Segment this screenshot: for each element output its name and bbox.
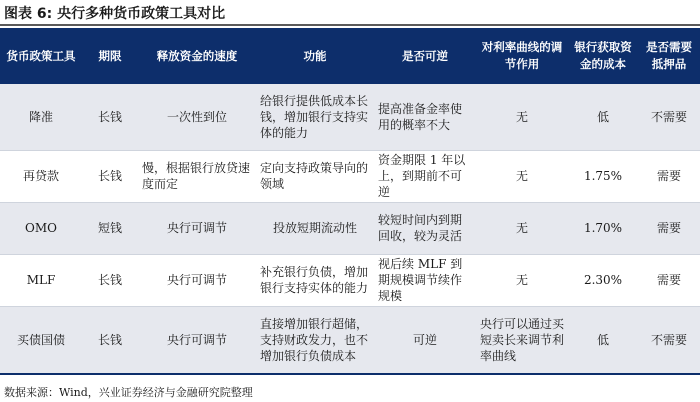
table-row: [0, 306, 700, 374]
header-collateral: 是否需要抵押品: [638, 28, 700, 84]
table-row: [0, 150, 700, 202]
table-row: [0, 202, 700, 254]
cell-funding-cost: 低: [568, 306, 638, 374]
cell-curve-effect: 央行可以通过买短卖长来调节利率曲线: [476, 306, 568, 374]
cell-tool: OMO: [0, 202, 82, 254]
cell-collateral: 不需要: [638, 84, 700, 150]
cell-release-speed: 一次性到位: [138, 84, 256, 150]
cell-release-speed: 央行可调节: [138, 254, 256, 306]
cell-curve-effect: 无: [476, 254, 568, 306]
cell-reversible: 资金期限 1 年以上，到期前不可逆: [374, 150, 476, 202]
cell-collateral: 需要: [638, 254, 700, 306]
source-note: 数据来源：Wind，兴业证券经济与金融研究院整理: [4, 386, 253, 399]
header-curve-effect: 对利率曲线的调节作用: [476, 28, 568, 84]
table-row: [0, 84, 700, 150]
policy-tools-table: [0, 28, 700, 375]
cell-reversible: 视后续 MLF 到期规模调节续作规模: [374, 254, 476, 306]
cell-tool: MLF: [0, 254, 82, 306]
header-release-speed: 释放资金的速度: [138, 28, 256, 84]
cell-curve-effect: 无: [476, 150, 568, 202]
cell-term: 短钱: [82, 202, 138, 254]
cell-tool: 再贷款: [0, 150, 82, 202]
cell-collateral: 需要: [638, 202, 700, 254]
cell-release-speed: 慢，根据银行放贷速度而定: [138, 150, 256, 202]
cell-collateral: 需要: [638, 150, 700, 202]
cell-curve-effect: 无: [476, 84, 568, 150]
cell-function: 直接增加银行超储，支持财政发力，也不增加银行负债成本: [256, 306, 374, 374]
cell-funding-cost: 1.70%: [568, 202, 638, 254]
header-funding-cost: 银行获取资金的成本: [568, 28, 638, 84]
cell-term: 长钱: [82, 306, 138, 374]
cell-function: 补充银行负债，增加银行支持实体的能力: [256, 254, 374, 306]
cell-function: 给银行提供低成本长钱，增加银行支持实体的能力: [256, 84, 374, 150]
cell-reversible: 较短时间内到期回收，较为灵活: [374, 202, 476, 254]
header-term: 期限: [82, 28, 138, 84]
cell-tool: 买债国债: [0, 306, 82, 374]
cell-collateral: 不需要: [638, 306, 700, 374]
header-tool: 货币政策工具: [0, 28, 82, 84]
cell-reversible: 可逆: [374, 306, 476, 374]
cell-release-speed: 央行可调节: [138, 306, 256, 374]
cell-term: 长钱: [82, 150, 138, 202]
cell-funding-cost: 2.30%: [568, 254, 638, 306]
header-reversible: 是否可逆: [374, 28, 476, 84]
cell-term: 长钱: [82, 84, 138, 150]
cell-function: 定向支持政策导向的领域: [256, 150, 374, 202]
figure-title: 图表 6: 央行多种货币政策工具对比: [4, 6, 226, 22]
cell-tool: 降准: [0, 84, 82, 150]
header-function: 功能: [256, 28, 374, 84]
table-header-row: [0, 28, 700, 84]
cell-term: 长钱: [82, 254, 138, 306]
cell-funding-cost: 1.75%: [568, 150, 638, 202]
cell-function: 投放短期流动性: [256, 202, 374, 254]
cell-funding-cost: 低: [568, 84, 638, 150]
cell-release-speed: 央行可调节: [138, 202, 256, 254]
table-row: [0, 254, 700, 306]
cell-curve-effect: 无: [476, 202, 568, 254]
title-divider: [0, 24, 700, 26]
cell-reversible: 提高准备金率使用的概率不大: [374, 84, 476, 150]
